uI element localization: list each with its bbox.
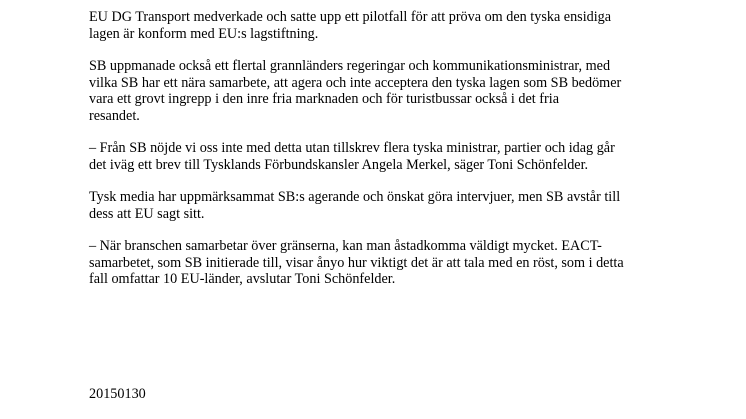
text-line: EU DG Transport medverkade och satte upp ett pilotfall för att pröva om den tyska ensidiga bbox=[89, 9, 612, 25]
text-line: samarbetet, som SB initierade till, visar ånyo hur viktigt det är att tala med en röst, som i detta bbox=[89, 254, 624, 271]
text-line: fall omfattar 10 EU-länder, avslutar Toni Schönfelder. bbox=[89, 271, 396, 287]
text-line: resandet. bbox=[89, 107, 140, 124]
text-line: dess att EU sagt sitt. bbox=[89, 205, 205, 222]
paragraph-quote-schonfelder bbox=[89, 140, 689, 173]
document-body bbox=[89, 9, 689, 304]
text-line: SB uppmanade också ett flertal grannländers regeringar och kommunikationsministrar, med bbox=[89, 58, 611, 74]
text-line: det iväg ett brev till Tysklands Förbundskansler Angela Merkel, säger Toni Schönfelder. bbox=[89, 156, 589, 173]
text-line: Tysk media har uppmärksammat SB:s agerande och önskat göra intervjuer, men SB avstår till bbox=[89, 189, 621, 205]
paragraph-sb-uppmanade bbox=[89, 58, 689, 124]
text-line: – Från SB nöjde vi oss inte med detta utan tillskrev flera tyska ministrar, partier och idag går bbox=[89, 140, 615, 156]
paragraph-tysk-media bbox=[89, 189, 689, 222]
text-line: – När branschen samarbetar över gränserna, kan man åstadkomma väldigt mycket. EACT- bbox=[89, 238, 602, 254]
text-line: lagen är konform med EU:s lagstiftning. bbox=[89, 25, 319, 42]
text-line: vara ett grovt ingrepp i den inre fria marknaden och för turistbussar också i det fria bbox=[89, 91, 559, 107]
document-date: 20150130 bbox=[89, 386, 146, 402]
paragraph-eu-dg-transport bbox=[89, 9, 689, 42]
paragraph-eact-samarbetet bbox=[89, 238, 689, 288]
text-line: vilka SB har ett nära samarbete, att agera och inte acceptera den tyska lagen som SB bedömer bbox=[89, 74, 622, 91]
